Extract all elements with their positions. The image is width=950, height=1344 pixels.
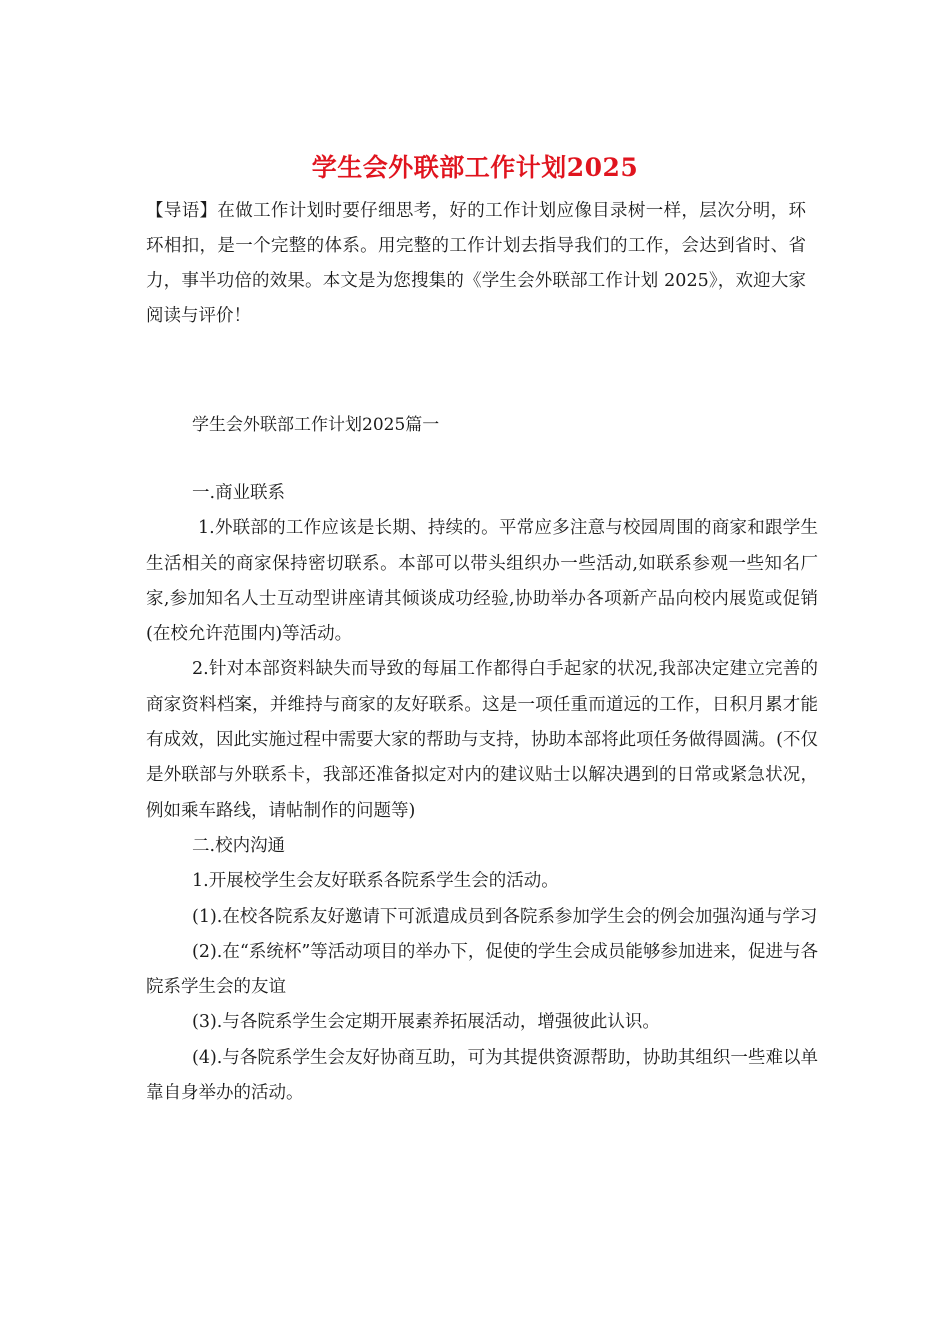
- document-title: 学生会外联部工作计划2025: [311, 153, 639, 182]
- list-item: (3).与各院系学生会定期开展素养拓展活动，增强彼此认识。: [192, 1012, 660, 1033]
- subheading-campus-communication: 二.校内沟通: [192, 835, 286, 856]
- section-heading: 学生会外联部工作计划2025篇一: [192, 415, 440, 435]
- body-paragraph: 2.针对本部资料缺失而导致的每届工作都得白手起家的状况,我部决定建立完善的商家资料档案，并维持与商家的友好联系。这是一项任重而道远的工作，日积月累才能有成效，因此实施过程中需要大家的帮助与支持，协助本部将此项任务做得圆满。(不仅是外联部与外联系卡，我部还准备拟定对内的建议贴士以解决遇到的日常或紧急状况，例如乘车路线，请帖制作的问题等): [146, 659, 818, 821]
- document-body: [146, 476, 818, 1111]
- intro-paragraph: 【导语】在做工作计划时要仔细思考，好的工作计划应像目录树一样，层次分明，环环相扣，是一个完整的体系。用完整的工作计划去指导我们的工作，会达到省时、省力，事半功倍的效果。本文是为您搜集的《学生会外联部工作计划 2025》，欢迎大家阅读与评价！: [146, 201, 806, 326]
- list-item: (1).在校各院系友好邀请下可派遣成员到各院系参加学生会的例会加强沟通与学习: [192, 906, 818, 927]
- body-paragraph: 1.外联部的工作应该是长期、持续的。平常应多注意与校园周围的商家和跟学生生活相关的商家保持密切联系。本部可以带头组织办一些活动,如联系参观一些知名厂家,参加知名人士互动型讲座请其倾谈成功经验,协助举办各项新产品向校内展览或促销(在校允许范围内)等活动。: [146, 518, 818, 645]
- list-item: (4).与各院系学生会友好协商互助，可为其提供资源帮助，协助其组织一些难以单靠自身举办的活动。: [146, 1047, 818, 1104]
- body-paragraph: 1.开展校学生会友好联系各院系学生会的活动。: [192, 871, 559, 892]
- list-item: (2).在“系统杯”等活动项目的举办下，促使的学生会成员能够参加进来，促进与各院系学生会的友谊: [146, 941, 818, 998]
- subheading-business-contact: 一.商业联系: [192, 483, 286, 503]
